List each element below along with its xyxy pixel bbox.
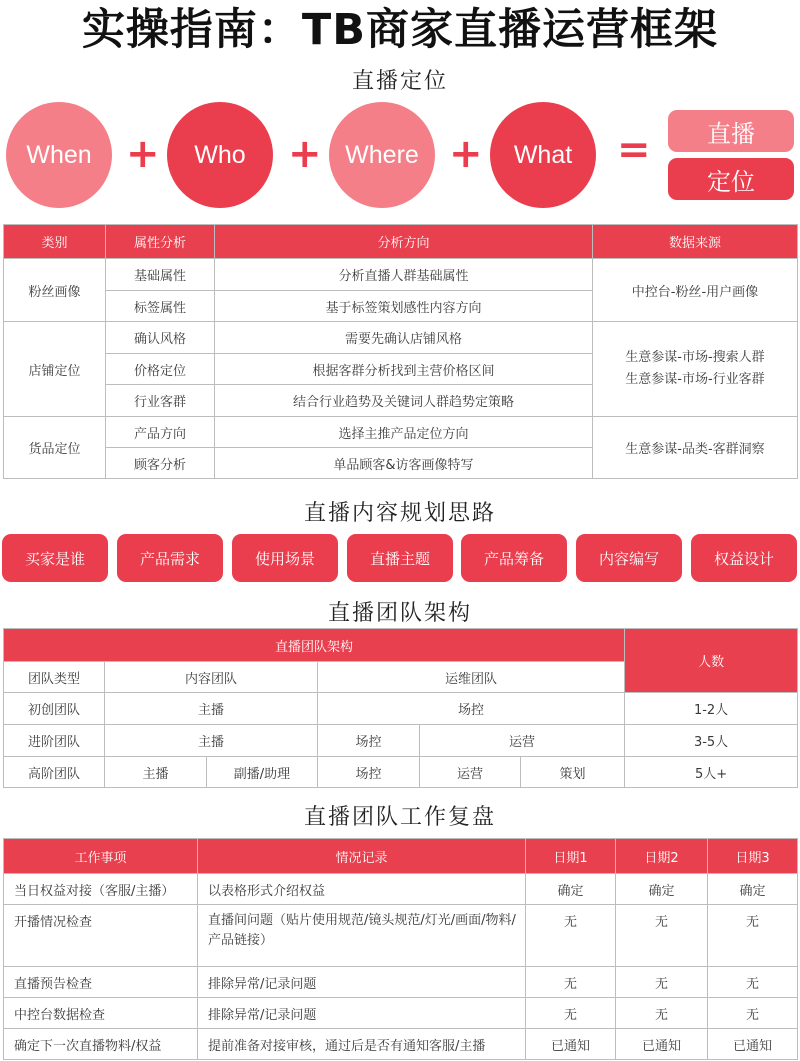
source-cell — [593, 417, 798, 479]
team-type-cell: 初创团队 — [4, 693, 105, 725]
date2-cell: 无 — [616, 967, 708, 998]
result-box-live: 直播 — [668, 110, 794, 152]
plus-operator: + — [126, 131, 160, 177]
role-cell: 主播 — [105, 693, 318, 725]
record-cell: 以表格形式介绍权益 — [198, 874, 526, 905]
equals-operator: = — [617, 127, 651, 173]
source-text: 生意参谋-市场-行业客群 — [625, 372, 765, 387]
content-team-label: 内容团队 — [105, 662, 318, 693]
role-cell: 副播/助理 — [207, 757, 318, 788]
headcount-cell: 3-5人 — [625, 725, 798, 757]
step-chip: 产品筹备 — [461, 534, 567, 582]
attribute-cell: 价格定位 — [106, 354, 215, 385]
column-header: 日期2 — [616, 839, 708, 874]
category-cell: 粉丝画像 — [4, 259, 106, 322]
section-title-work-review: 直播团队工作复盘 — [303, 805, 496, 830]
plus-operator: + — [449, 131, 483, 177]
section-title-positioning: 直播定位 — [351, 69, 448, 94]
source-cell — [593, 259, 798, 322]
column-header: 数据来源 — [593, 225, 798, 259]
direction-cell: 基于标签策划感性内容方向 — [215, 291, 593, 322]
column-header: 情况记录 — [198, 839, 526, 874]
attribute-cell: 顾客分析 — [106, 448, 215, 479]
positioning-formula — [0, 100, 800, 210]
page-title: 实操指南：TB商家直播运营框架 — [81, 5, 719, 55]
column-header: 日期3 — [708, 839, 798, 874]
role-cell: 场控 — [318, 725, 420, 757]
direction-cell: 分析直播人群基础属性 — [215, 259, 593, 291]
source-cell — [593, 322, 798, 417]
direction-cell: 需要先确认店铺风格 — [215, 322, 593, 354]
result-box-positioning: 定位 — [668, 158, 794, 200]
step-chip: 直播主题 — [347, 534, 453, 582]
date1-cell: 确定 — [526, 874, 616, 905]
step-chip: 内容编写 — [576, 534, 682, 582]
date1-cell: 无 — [526, 905, 616, 967]
headcount-cell: 5人+ — [625, 757, 798, 788]
record-cell: 排除异常/记录问题 — [198, 967, 526, 998]
plus-operator: + — [288, 131, 322, 177]
date2-cell: 已通知 — [616, 1029, 708, 1060]
role-cell: 策划 — [521, 757, 625, 788]
attribute-cell: 基础属性 — [106, 259, 215, 291]
date2-cell: 无 — [616, 998, 708, 1029]
attribute-cell: 确认风格 — [106, 322, 215, 354]
role-cell: 场控 — [318, 693, 625, 725]
step-chip: 产品需求 — [117, 534, 223, 582]
date3-cell: 无 — [708, 998, 798, 1029]
source-text: 生意参谋-市场-搜索人群 — [625, 350, 765, 365]
work-item-cell: 中控台数据检查 — [4, 998, 198, 1029]
date3-cell: 无 — [708, 967, 798, 998]
role-cell: 主播 — [105, 757, 207, 788]
step-chip: 权益设计 — [691, 534, 797, 582]
record-cell: 提前准备对接审核，通过后是否有通知客服/主播 — [198, 1029, 526, 1060]
category-cell: 货品定位 — [4, 417, 106, 479]
team-type-cell: 进阶团队 — [4, 725, 105, 757]
category-cell: 店铺定位 — [4, 322, 106, 417]
attribute-cell: 标签属性 — [106, 291, 215, 322]
date3-cell: 确定 — [708, 874, 798, 905]
direction-cell: 单品顾客&访客画像特写 — [215, 448, 593, 479]
date2-cell: 确定 — [616, 874, 708, 905]
direction-cell: 根据客群分析找到主营价格区间 — [215, 354, 593, 385]
role-cell: 运营 — [420, 757, 521, 788]
circle-who: Who — [167, 102, 273, 208]
column-header: 类别 — [4, 225, 106, 259]
team-type-cell: 高阶团队 — [4, 757, 105, 788]
date1-cell: 无 — [526, 967, 616, 998]
record-cell: 直播间问题（贴片使用规范/镜头规范/灯光/画面/物料/产品链接） — [198, 905, 526, 967]
step-chip: 买家是谁 — [2, 534, 108, 582]
work-item-cell: 直播预告检查 — [4, 967, 198, 998]
team-structure-header: 直播团队架构 — [4, 629, 625, 662]
headcount-cell: 1-2人 — [625, 693, 798, 725]
column-header: 工作事项 — [4, 839, 198, 874]
role-cell: 运营 — [420, 725, 625, 757]
work-item-cell: 当日权益对接（客服/主播） — [4, 874, 198, 905]
date3-cell: 无 — [708, 905, 798, 967]
circle-what: What — [490, 102, 596, 208]
record-cell: 排除异常/记录问题 — [198, 998, 526, 1029]
team-structure-table — [3, 628, 798, 788]
role-cell: 场控 — [318, 757, 420, 788]
direction-cell: 结合行业趋势及关键词人群趋势定策略 — [215, 385, 593, 417]
source-text: 生意参谋-品类-客群洞察 — [625, 442, 765, 457]
circle-where: Where — [329, 102, 435, 208]
column-header: 分析方向 — [215, 225, 593, 259]
date3-cell: 已通知 — [708, 1029, 798, 1060]
step-chip: 使用场景 — [232, 534, 338, 582]
work-review-table — [3, 838, 798, 1060]
attribute-cell: 产品方向 — [106, 417, 215, 448]
section-title-team-structure: 直播团队架构 — [327, 601, 472, 626]
column-header: 日期1 — [526, 839, 616, 874]
date1-cell: 已通知 — [526, 1029, 616, 1060]
date2-cell: 无 — [616, 905, 708, 967]
section-title-content-planning: 直播内容规划思路 — [303, 501, 496, 526]
work-item-cell: 确定下一次直播物料/权益 — [4, 1029, 198, 1060]
date1-cell: 无 — [526, 998, 616, 1029]
attribute-cell: 行业客群 — [106, 385, 215, 417]
column-header: 属性分析 — [106, 225, 215, 259]
positioning-table — [3, 224, 798, 479]
work-item-cell: 开播情况检查 — [4, 905, 198, 967]
ops-team-label: 运维团队 — [318, 662, 625, 693]
circle-when: When — [6, 102, 112, 208]
role-cell: 主播 — [105, 725, 318, 757]
content-planning-steps — [0, 534, 800, 582]
direction-cell: 选择主推产品定位方向 — [215, 417, 593, 448]
source-text: 中控台-粉丝-用户画像 — [631, 284, 759, 300]
headcount-header: 人数 — [625, 629, 798, 693]
team-type-label: 团队类型 — [4, 662, 105, 693]
